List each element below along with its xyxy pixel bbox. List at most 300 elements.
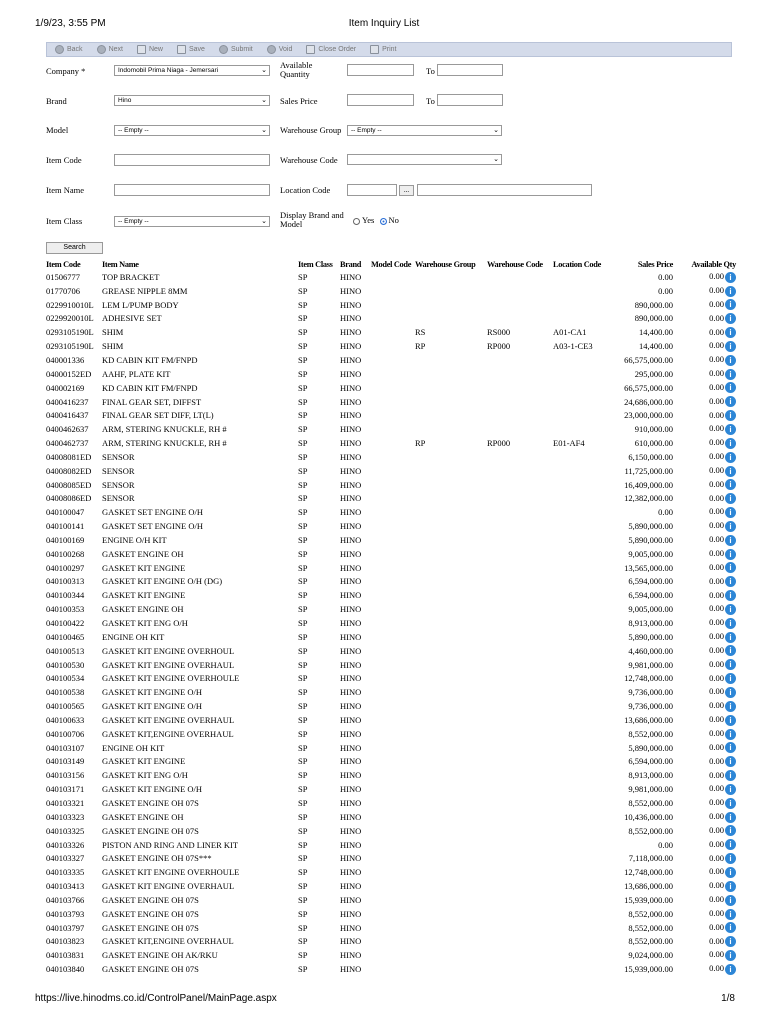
- info-icon[interactable]: i: [725, 355, 736, 366]
- cell-item-class: [298, 519, 340, 533]
- item-name-value: SENSOR: [102, 451, 135, 462]
- info-icon[interactable]: i: [725, 742, 736, 753]
- cell-warehouse-group: [415, 547, 487, 561]
- table-row[interactable]: [46, 851, 736, 865]
- cell-brand: [340, 935, 371, 949]
- info-icon[interactable]: i: [725, 729, 736, 740]
- chevron-down-icon: ⌄: [261, 67, 267, 74]
- table-row[interactable]: [46, 935, 736, 949]
- table-row[interactable]: [46, 962, 736, 976]
- cell-available-qty: [673, 422, 736, 436]
- table-row[interactable]: [46, 533, 736, 547]
- cell-available-qty: [673, 270, 736, 284]
- cell-sales-price: [618, 713, 673, 727]
- available-qty-to-input[interactable]: [437, 64, 503, 76]
- sales-price-value: 8,552,000.00: [628, 922, 673, 933]
- location-lookup-button[interactable]: ...: [399, 185, 414, 196]
- table-row[interactable]: [46, 907, 736, 921]
- brand-label: Brand: [46, 96, 67, 106]
- col-location-code[interactable]: Location Code: [553, 260, 601, 269]
- info-icon[interactable]: i: [725, 272, 736, 283]
- cell-model-code: [371, 367, 415, 381]
- item-name-value: ENGINE OH KIT: [102, 631, 165, 642]
- col-sales-price[interactable]: Sales Price: [637, 260, 673, 269]
- col-item-name[interactable]: Item Name: [102, 260, 139, 269]
- item-class-value: SP: [298, 687, 308, 698]
- table-row[interactable]: [46, 865, 736, 879]
- cell-item-class: [298, 492, 340, 506]
- info-icon[interactable]: i: [725, 632, 736, 643]
- info-icon[interactable]: i: [725, 756, 736, 767]
- cell-item-name: [102, 796, 298, 810]
- sales-price-value: 16,409,000.00: [624, 479, 673, 490]
- cell-location-code: [553, 671, 618, 685]
- table-row[interactable]: [46, 505, 736, 519]
- info-icon[interactable]: i: [725, 576, 736, 587]
- info-icon[interactable]: i: [725, 701, 736, 712]
- info-icon[interactable]: i: [725, 590, 736, 601]
- table-row[interactable]: [46, 755, 736, 769]
- table-row[interactable]: [46, 796, 736, 810]
- cell-warehouse-code: [487, 935, 553, 949]
- info-icon[interactable]: i: [725, 410, 736, 421]
- cell-model-code: [371, 519, 415, 533]
- cell-item-class: [298, 838, 340, 852]
- cell-sales-price: [618, 381, 673, 395]
- table-row[interactable]: [46, 450, 736, 464]
- brand-value: HINO: [340, 742, 362, 753]
- cell-item-class: [298, 630, 340, 644]
- table-row[interactable]: [46, 810, 736, 824]
- item-code-value: 040103840: [46, 964, 85, 975]
- cell-sales-price: [618, 935, 673, 949]
- info-icon[interactable]: i: [725, 867, 736, 878]
- table-row[interactable]: [46, 298, 736, 312]
- save-button[interactable]: [177, 45, 205, 54]
- sales-price-value: 13,686,000.00: [624, 881, 673, 892]
- info-icon[interactable]: i: [725, 521, 736, 532]
- cell-available-qty: [673, 395, 736, 409]
- cell-warehouse-group: [415, 408, 487, 422]
- item-code-value: 040103766: [46, 894, 85, 905]
- item-name-value: KD CABIN KIT FM/FNPD: [102, 354, 198, 365]
- table-row[interactable]: [46, 838, 736, 852]
- item-code-value: 040103325: [46, 825, 85, 836]
- results-table: [46, 259, 736, 976]
- item-name-value: GASKET KIT ENGINE OVERHOULE: [102, 867, 240, 878]
- info-icon[interactable]: i: [725, 424, 736, 435]
- info-icon[interactable]: i: [725, 645, 736, 656]
- table-row[interactable]: [46, 727, 736, 741]
- cell-available-qty: [673, 851, 736, 865]
- col-warehouse-code[interactable]: Warehouse Code: [487, 260, 543, 269]
- void-button[interactable]: [267, 45, 293, 54]
- brand-value: HINO: [340, 410, 362, 421]
- print-button[interactable]: [370, 45, 396, 54]
- cell-model-code: [371, 755, 415, 769]
- table-row[interactable]: [46, 367, 736, 381]
- table-row[interactable]: [46, 312, 736, 326]
- sales-price-value: 12,748,000.00: [624, 673, 673, 684]
- info-icon[interactable]: i: [725, 452, 736, 463]
- available-qty-value: 0.00: [709, 921, 724, 932]
- table-row[interactable]: [46, 339, 736, 353]
- item-code-value: 0400416237: [46, 396, 89, 407]
- available-qty-value: 0.00: [709, 340, 724, 351]
- location-code-input[interactable]: [347, 184, 397, 196]
- yes-radio[interactable]: [353, 218, 360, 225]
- item-name-value: AAHF, PLATE KIT: [102, 368, 171, 379]
- cell-item-class: [298, 865, 340, 879]
- table-row[interactable]: [46, 948, 736, 962]
- next-button[interactable]: [97, 45, 123, 54]
- info-icon[interactable]: i: [725, 922, 736, 933]
- info-icon[interactable]: i: [725, 936, 736, 947]
- cell-item-code: [46, 436, 102, 450]
- item-name-value: GASKET KIT ENGINE O/H: [102, 687, 203, 698]
- sales-price-value: 15,939,000.00: [624, 894, 673, 905]
- item-name-value: GASKET ENGINE OH 07S: [102, 797, 199, 808]
- sales-price-value: 15,939,000.00: [624, 964, 673, 975]
- cell-warehouse-code: [487, 824, 553, 838]
- cell-model-code: [371, 671, 415, 685]
- table-row[interactable]: [46, 921, 736, 935]
- cell-available-qty: [673, 893, 736, 907]
- cell-sales-price: [618, 353, 673, 367]
- table-row[interactable]: [46, 879, 736, 893]
- item-name-value: SENSOR: [102, 493, 135, 504]
- sales-price-to-input[interactable]: [437, 94, 503, 106]
- item-class-value: SP: [298, 396, 308, 407]
- display-brand-radio-group: [350, 216, 399, 225]
- cell-available-qty: [673, 284, 736, 298]
- info-icon[interactable]: i: [725, 396, 736, 407]
- table-row[interactable]: [46, 644, 736, 658]
- cell-warehouse-group: [415, 630, 487, 644]
- item-class-value: SP: [298, 881, 308, 892]
- table-row[interactable]: [46, 561, 736, 575]
- available-qty-value: 0.00: [709, 907, 724, 918]
- table-row[interactable]: [46, 588, 736, 602]
- brand-value: HINO: [340, 728, 362, 739]
- available-qty-value: 0.00: [709, 755, 724, 766]
- table-row[interactable]: [46, 893, 736, 907]
- table-row[interactable]: [46, 284, 736, 298]
- col-brand[interactable]: Brand: [340, 260, 362, 269]
- info-icon[interactable]: i: [725, 382, 736, 393]
- table-row[interactable]: [46, 408, 736, 422]
- warehouse-code-select[interactable]: [347, 154, 502, 165]
- available-qty-value: 0.00: [709, 797, 724, 808]
- cell-item-code: [46, 505, 102, 519]
- info-icon[interactable]: i: [725, 341, 736, 352]
- chevron-down-icon: ⌄: [261, 218, 267, 225]
- item-class-value: SP: [298, 521, 308, 532]
- cell-brand: [340, 492, 371, 506]
- cell-model-code: [371, 533, 415, 547]
- info-icon[interactable]: i: [725, 812, 736, 823]
- item-class-value: SP: [298, 618, 308, 629]
- info-icon[interactable]: i: [725, 673, 736, 684]
- cell-sales-price: [618, 422, 673, 436]
- item-class-value: SP: [298, 894, 308, 905]
- available-qty-value: 0.00: [709, 880, 724, 891]
- cell-brand: [340, 533, 371, 547]
- cell-item-name: [102, 699, 298, 713]
- info-icon[interactable]: i: [725, 562, 736, 573]
- cell-model-code: [371, 713, 415, 727]
- brand-value: HINO: [340, 438, 362, 449]
- cell-item-name: [102, 492, 298, 506]
- item-name-value: GASKET ENGINE OH 07S: [102, 922, 199, 933]
- cell-model-code: [371, 575, 415, 589]
- cell-brand: [340, 851, 371, 865]
- cell-item-code: [46, 838, 102, 852]
- cell-model-code: [371, 810, 415, 824]
- cell-available-qty: [673, 768, 736, 782]
- cell-available-qty: [673, 464, 736, 478]
- item-class-value: SP: [298, 424, 308, 435]
- item-code-value: 04008081ED: [46, 451, 92, 462]
- col-model-code[interactable]: Model Code: [371, 260, 412, 269]
- item-code-value: 040100513: [46, 645, 85, 656]
- cell-warehouse-code: [487, 810, 553, 824]
- cell-item-class: [298, 575, 340, 589]
- item-name-value: GASKET KIT,ENGINE OVERHAUL: [102, 936, 234, 947]
- cell-location-code: [553, 838, 618, 852]
- model-select[interactable]: [114, 125, 270, 136]
- info-icon[interactable]: i: [725, 909, 736, 920]
- table-row[interactable]: [46, 353, 736, 367]
- info-icon[interactable]: i: [725, 964, 736, 975]
- cell-sales-price: [618, 575, 673, 589]
- table-row[interactable]: [46, 699, 736, 713]
- item-name-value: GASKET ENGINE OH: [102, 604, 184, 615]
- info-icon[interactable]: i: [725, 618, 736, 629]
- item-name-value: ENGINE O/H KIT: [102, 534, 167, 545]
- cell-available-qty: [673, 741, 736, 755]
- cell-warehouse-code: [487, 284, 553, 298]
- table-row[interactable]: [46, 436, 736, 450]
- item-name-value: FINAL GEAR SET, DIFFST: [102, 396, 202, 407]
- table-row[interactable]: [46, 658, 736, 672]
- cell-location-code: [553, 796, 618, 810]
- cell-brand: [340, 464, 371, 478]
- info-icon[interactable]: i: [725, 438, 736, 449]
- table-row[interactable]: [46, 325, 736, 339]
- info-icon[interactable]: i: [725, 950, 736, 961]
- chevron-down-icon: ⌄: [493, 156, 499, 163]
- info-icon[interactable]: i: [725, 825, 736, 836]
- cell-model-code: [371, 284, 415, 298]
- cell-location-code: [553, 782, 618, 796]
- cell-location-code: [553, 325, 618, 339]
- info-icon[interactable]: i: [725, 895, 736, 906]
- table-row[interactable]: [46, 395, 736, 409]
- table-row[interactable]: [46, 270, 736, 284]
- warehouse-group-value: RP: [415, 438, 426, 449]
- table-row[interactable]: [46, 685, 736, 699]
- cell-brand: [340, 907, 371, 921]
- cell-item-code: [46, 395, 102, 409]
- table-row[interactable]: [46, 741, 736, 755]
- table-row[interactable]: [46, 602, 736, 616]
- cell-item-code: [46, 298, 102, 312]
- item-code-value: 040103321: [46, 797, 85, 808]
- item-name-input[interactable]: [114, 184, 270, 196]
- table-row[interactable]: [46, 478, 736, 492]
- item-name-value: GASKET KIT ENGINE: [102, 756, 186, 767]
- info-icon[interactable]: i: [725, 507, 736, 518]
- cell-item-class: [298, 616, 340, 630]
- info-icon[interactable]: i: [725, 770, 736, 781]
- close-order-button[interactable]: [306, 45, 356, 54]
- brand-value: HINO: [340, 479, 362, 490]
- cell-brand: [340, 298, 371, 312]
- table-row[interactable]: [46, 630, 736, 644]
- cell-item-class: [298, 935, 340, 949]
- item-class-value: SP: [298, 936, 308, 947]
- available-qty-value: 0.00: [709, 326, 724, 337]
- cell-item-code: [46, 270, 102, 284]
- cell-item-code: [46, 533, 102, 547]
- info-icon[interactable]: i: [725, 369, 736, 380]
- item-class-value: SP: [298, 285, 308, 296]
- cell-brand: [340, 312, 371, 326]
- available-qty-value: 0.00: [709, 741, 724, 752]
- item-name-value: GASKET KIT ENGINE O/H: [102, 701, 203, 712]
- item-class-select[interactable]: [114, 216, 270, 227]
- brand-value: HINO: [340, 534, 362, 545]
- table-row[interactable]: [46, 782, 736, 796]
- cell-location-code: [553, 395, 618, 409]
- cell-brand: [340, 339, 371, 353]
- col-available-qty[interactable]: Available Qty: [691, 260, 736, 269]
- cell-location-code: [553, 450, 618, 464]
- company-select[interactable]: [114, 65, 270, 76]
- col-item-class[interactable]: Item Class: [298, 260, 333, 269]
- cell-location-code: [553, 727, 618, 741]
- cell-available-qty: [673, 561, 736, 575]
- table-row[interactable]: [46, 492, 736, 506]
- back-button[interactable]: [55, 45, 83, 54]
- col-warehouse-group[interactable]: Warehouse Group: [415, 260, 476, 269]
- info-icon[interactable]: i: [725, 493, 736, 504]
- info-icon[interactable]: i: [725, 715, 736, 726]
- sales-price-value: 5,890,000.00: [628, 534, 673, 545]
- close-order-label: Close Order: [318, 46, 357, 53]
- cell-warehouse-group: [415, 367, 487, 381]
- brand-select[interactable]: [114, 95, 270, 106]
- cell-sales-price: [618, 755, 673, 769]
- cell-item-name: [102, 658, 298, 672]
- info-icon[interactable]: i: [725, 535, 736, 546]
- cell-item-code: [46, 588, 102, 602]
- item-class-value: SP: [298, 673, 308, 684]
- info-icon[interactable]: i: [725, 466, 736, 477]
- item-code-value: 040103793: [46, 908, 85, 919]
- cell-warehouse-group: [415, 782, 487, 796]
- table-row[interactable]: [46, 519, 736, 533]
- cell-item-code: [46, 353, 102, 367]
- cell-sales-price: [618, 879, 673, 893]
- available-qty-value: 0.00: [709, 575, 724, 586]
- info-icon[interactable]: i: [725, 881, 736, 892]
- cell-item-class: [298, 395, 340, 409]
- no-radio[interactable]: [380, 218, 387, 225]
- cell-warehouse-group: [415, 699, 487, 713]
- cell-warehouse-code: [487, 339, 553, 353]
- table-row[interactable]: [46, 768, 736, 782]
- table-row[interactable]: [46, 464, 736, 478]
- sales-price-from-input[interactable]: [347, 94, 414, 106]
- info-icon[interactable]: i: [725, 687, 736, 698]
- available-qty-value: 0.00: [709, 963, 724, 974]
- col-item-code[interactable]: Item Code: [46, 260, 81, 269]
- info-icon[interactable]: i: [725, 299, 736, 310]
- table-row[interactable]: [46, 671, 736, 685]
- brand-value: HINO: [340, 784, 362, 795]
- info-icon[interactable]: i: [725, 327, 736, 338]
- location-name-input[interactable]: [417, 184, 592, 196]
- available-qty-value: 0.00: [709, 700, 724, 711]
- sales-price-value: 9,024,000.00: [628, 950, 673, 961]
- table-row[interactable]: [46, 381, 736, 395]
- info-icon[interactable]: i: [725, 839, 736, 850]
- table-row[interactable]: [46, 547, 736, 561]
- brand-value: HINO: [340, 285, 362, 296]
- cell-warehouse-group: [415, 948, 487, 962]
- table-row[interactable]: [46, 575, 736, 589]
- table-row[interactable]: [46, 824, 736, 838]
- info-icon[interactable]: i: [725, 853, 736, 864]
- info-icon[interactable]: i: [725, 784, 736, 795]
- info-icon[interactable]: i: [725, 479, 736, 490]
- cell-location-code: [553, 879, 618, 893]
- info-icon[interactable]: i: [725, 313, 736, 324]
- info-icon[interactable]: i: [725, 549, 736, 560]
- item-code-input[interactable]: [114, 154, 270, 166]
- cell-item-code: [46, 907, 102, 921]
- table-row[interactable]: [46, 713, 736, 727]
- cell-item-name: [102, 547, 298, 561]
- available-qty-from-input[interactable]: [347, 64, 414, 76]
- cell-warehouse-group: [415, 519, 487, 533]
- cell-available-qty: [673, 602, 736, 616]
- table-row[interactable]: [46, 616, 736, 630]
- cell-item-name: [102, 921, 298, 935]
- item-name-value: GASKET KIT ENG O/H: [102, 618, 188, 629]
- brand-value: HINO: [340, 396, 362, 407]
- search-button[interactable]: Search: [46, 242, 103, 254]
- info-icon[interactable]: i: [725, 286, 736, 297]
- submit-button[interactable]: [219, 45, 253, 54]
- chevron-down-icon: ⌄: [261, 127, 267, 134]
- cell-available-qty: [673, 353, 736, 367]
- info-icon[interactable]: i: [725, 798, 736, 809]
- info-icon[interactable]: i: [725, 604, 736, 615]
- item-class-value: SP: [298, 867, 308, 878]
- cell-warehouse-code: [487, 727, 553, 741]
- cell-item-name: [102, 893, 298, 907]
- warehouse-group-select[interactable]: [347, 125, 502, 136]
- cell-item-class: [298, 796, 340, 810]
- info-icon[interactable]: i: [725, 659, 736, 670]
- cell-warehouse-group: [415, 533, 487, 547]
- table-row[interactable]: [46, 422, 736, 436]
- new-button[interactable]: [137, 45, 163, 54]
- item-class-value: SP: [298, 631, 308, 642]
